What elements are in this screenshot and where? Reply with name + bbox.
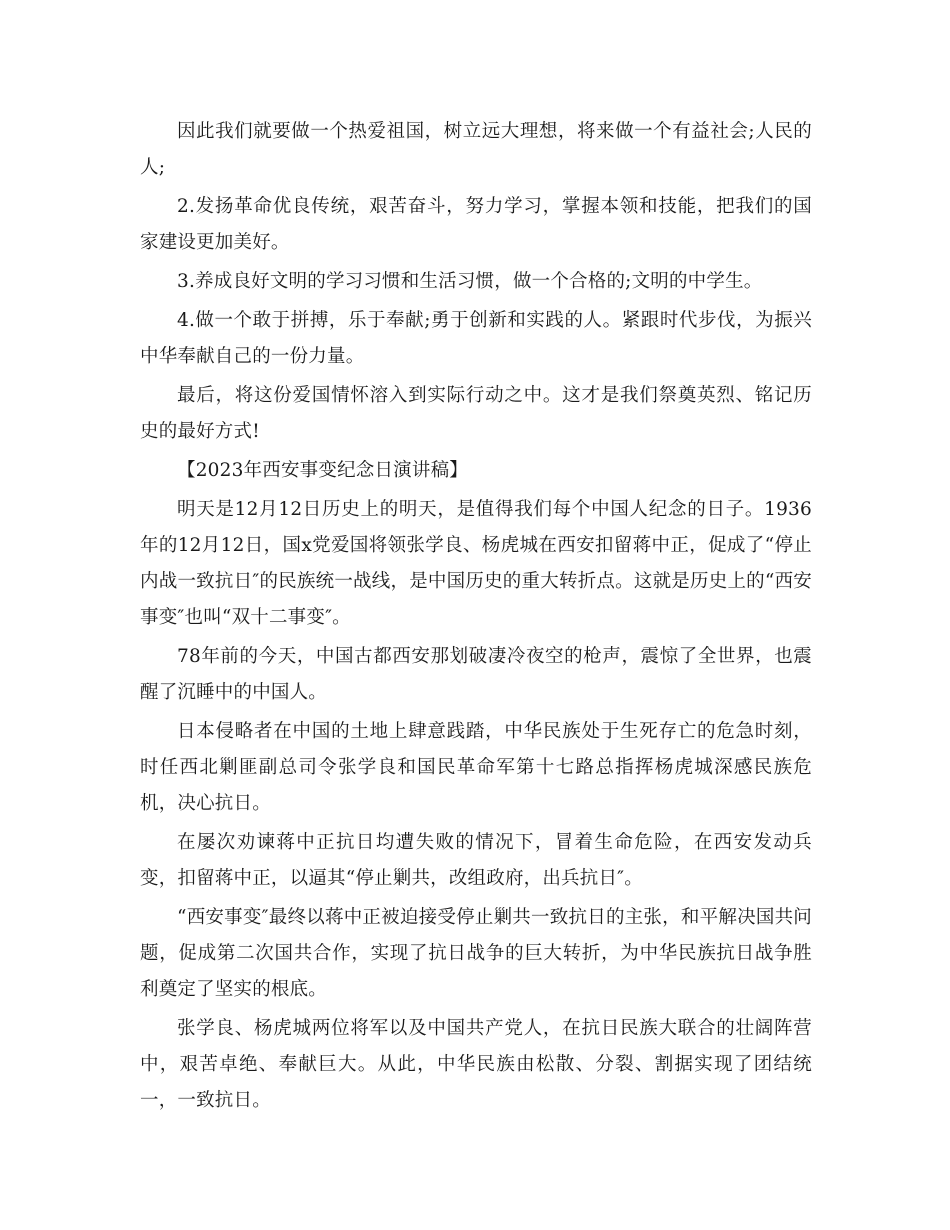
paragraph-point-2: 2.发扬革命优良传统，艰苦奋斗，努力学习，掌握本领和技能，把我们的国家建设更加美好。 xyxy=(140,196,812,253)
speech-paragraph-unity: 张学良、杨虎城两位将军以及中国共产党人，在抗日民族大联合的壮阔阵营中，艰苦卓绝、奉献巨大。从此，中华民族由松散、分裂、割据实现了团结统一，一致抗日。 xyxy=(140,1018,812,1111)
paragraph-conclusion: 最后，将这份爱国情怀溶入到实际行动之中。这才是我们祭奠英烈、铭记历史的最好方式! xyxy=(140,385,812,442)
paragraph-love-motherland: 因此我们就要做一个热爱祖国，树立远大理想，将来做一个有益社会;人民的人; xyxy=(140,121,812,178)
speech-paragraph-mutiny: 在屡次劝谏蒋中正抗日均遭失败的情况下，冒着生命危险，在西安发动兵变，扣留蒋中正，以逼其“停止剿共，改组政府，出兵抗日″。 xyxy=(140,832,812,889)
speech-paragraph-outcome: “西安事变″最终以蒋中正被迫接受停止剿共一致抗日的主张，和平解决国共问题，促成第二次国共合作，实现了抗日战争的巨大转折，为中华民族抗日战争胜利奠定了坚实的根底。 xyxy=(140,907,812,1000)
section-title: 【2023年西安事变纪念日演讲稿】 xyxy=(177,460,468,481)
speech-paragraph-intro: 明天是12月12日历史上的明天，是值得我们每个中国人纪念的日子。1936年的12月12日，国x党爱国将领张学良、杨虎城在西安扣留蒋中正，促成了“停止内战一致抗日″的民族统一战线，是中国历史的重大转折点。这就是历史上的“西安事变″也叫“双十二事变″。 xyxy=(140,499,812,628)
paragraph-point-3: 3.养成良好文明的学习习惯和生活习惯，做一个合格的;文明的中学生。 xyxy=(177,271,763,292)
paragraph-point-4: 4.做一个敢于拼搏，乐于奉献;勇于创新和实践的人。紧跟时代步伐，为振兴中华奉献自己的一份力量。 xyxy=(140,310,812,367)
document-body xyxy=(140,114,812,1122)
speech-paragraph-gunshot: 78年前的今天，中国古都西安那划破凄冷夜空的枪声，震惊了全世界，也震醒了沉睡中的中国人。 xyxy=(140,646,812,703)
speech-paragraph-invasion: 日本侵略者在中国的土地上肆意践踏，中华民族处于生死存亡的危急时刻，时任西北剿匪副总司令张学良和国民革命军第十七路总指挥杨虎城深感民族危机，决心抗日。 xyxy=(140,721,812,814)
